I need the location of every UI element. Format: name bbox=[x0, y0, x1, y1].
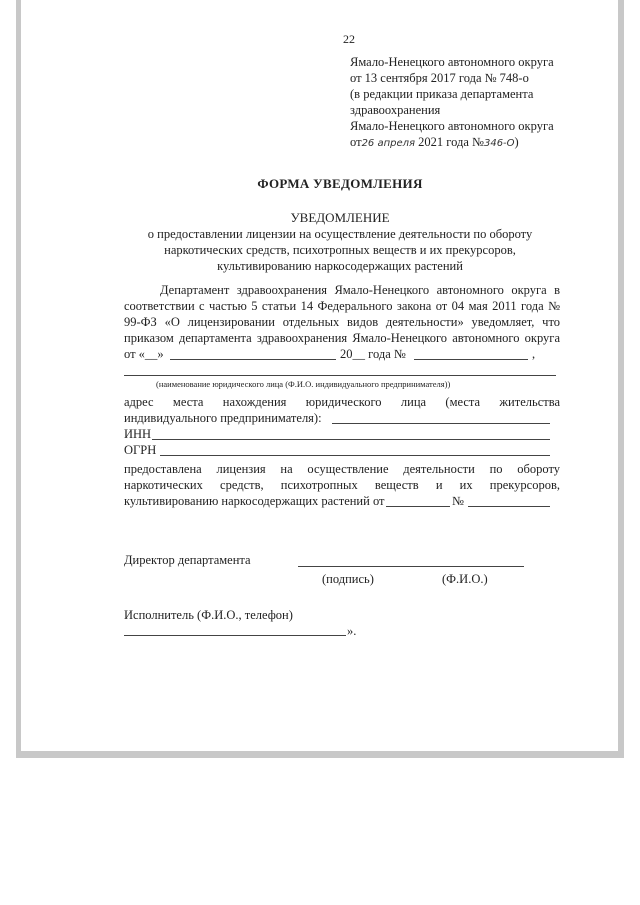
paragraph-2-line-1: предоставлена лицензия на осуществление деятельности по обороту bbox=[124, 462, 560, 476]
header-line-6 bbox=[350, 134, 519, 152]
paragraph-1-line-1: Департамент здравоохранения Ямало-Ненецкого автономного округа в bbox=[160, 283, 560, 297]
signature-blank-line bbox=[298, 566, 524, 567]
address-line-2: индивидуального предпринимателя): bbox=[124, 411, 322, 425]
executor-blank-line bbox=[124, 635, 346, 636]
date-prefix: от «__» bbox=[124, 347, 164, 361]
header-from: от bbox=[350, 135, 362, 149]
license-number-blank-line bbox=[468, 506, 550, 507]
date-blank-line bbox=[170, 359, 336, 360]
director-label: Директор департамента bbox=[124, 553, 251, 567]
executor-label: Исполнитель (Ф.И.О., телефон) bbox=[124, 608, 293, 622]
notice-subtitle-2: наркотических средств, психотропных веществ и их прекурсоров, bbox=[164, 243, 516, 257]
executor-line-end: ». bbox=[347, 624, 357, 638]
entity-name-caption: (наименование юридического лица (Ф.И.О. индивидуального предпринимателя)) bbox=[156, 379, 451, 389]
header-year: 2021 года № bbox=[418, 135, 484, 149]
paragraph-1-line-3: 99-ФЗ «О лицензировании отдельных видов деятельности» уведомляет, что bbox=[124, 315, 560, 329]
date-year-label: 20__ года № bbox=[340, 347, 406, 361]
paragraph-1-line-4: приказом департамента здравоохранения Ямало-Ненецкого автономного округа bbox=[124, 331, 560, 345]
inn-label: ИНН bbox=[124, 427, 152, 441]
fio-caption: (Ф.И.О.) bbox=[442, 572, 488, 586]
paragraph-2-line-2: наркотических средств, психотропных веществ и их прекурсоров, bbox=[124, 478, 560, 492]
date-line-end: , bbox=[532, 347, 536, 361]
notice-subtitle-3: культивированию наркосодержащих растений bbox=[217, 259, 463, 273]
address-blank-line bbox=[332, 423, 550, 424]
entity-name-blank-line bbox=[124, 375, 556, 376]
inn-blank-line bbox=[152, 439, 550, 440]
order-number-blank-line bbox=[414, 359, 528, 360]
paragraph-2-line-3: культивированию наркосодержащих растений от bbox=[124, 494, 385, 508]
header-line-4: здравоохранения bbox=[350, 103, 441, 117]
signature-caption: (подпись) bbox=[322, 572, 374, 586]
page-number: 22 bbox=[343, 32, 355, 46]
notice-subtitle-1: о предоставлении лицензии на осуществление деятельности по обороту bbox=[147, 227, 533, 241]
ogrn-blank-line bbox=[160, 455, 550, 456]
handwritten-number: 346-О bbox=[483, 138, 515, 149]
license-number-sign: № bbox=[452, 494, 464, 508]
header-close-paren: ) bbox=[514, 135, 519, 149]
form-title: ФОРМА УВЕДОМЛЕНИЯ bbox=[257, 176, 423, 191]
header-line-2: от 13 сентября 2017 года № 748-о bbox=[350, 71, 529, 85]
notice-title: УВЕДОМЛЕНИЕ bbox=[290, 210, 390, 225]
license-date-blank-line bbox=[386, 506, 450, 507]
paragraph-1-line-2: соответствии с частью 5 статьи 14 Федерального закона от 04 мая 2011 года № bbox=[124, 299, 560, 313]
address-line-1: адрес места нахождения юридического лица (места жительства bbox=[124, 395, 560, 409]
header-line-3: (в редакции приказа департамента bbox=[350, 87, 534, 101]
ogrn-label: ОГРН bbox=[124, 443, 157, 457]
header-line-5: Ямало-Ненецкого автономного округа bbox=[350, 119, 554, 133]
header-line-1: Ямало-Ненецкого автономного округа bbox=[350, 55, 554, 69]
handwritten-date: 26 апреля bbox=[361, 138, 416, 149]
